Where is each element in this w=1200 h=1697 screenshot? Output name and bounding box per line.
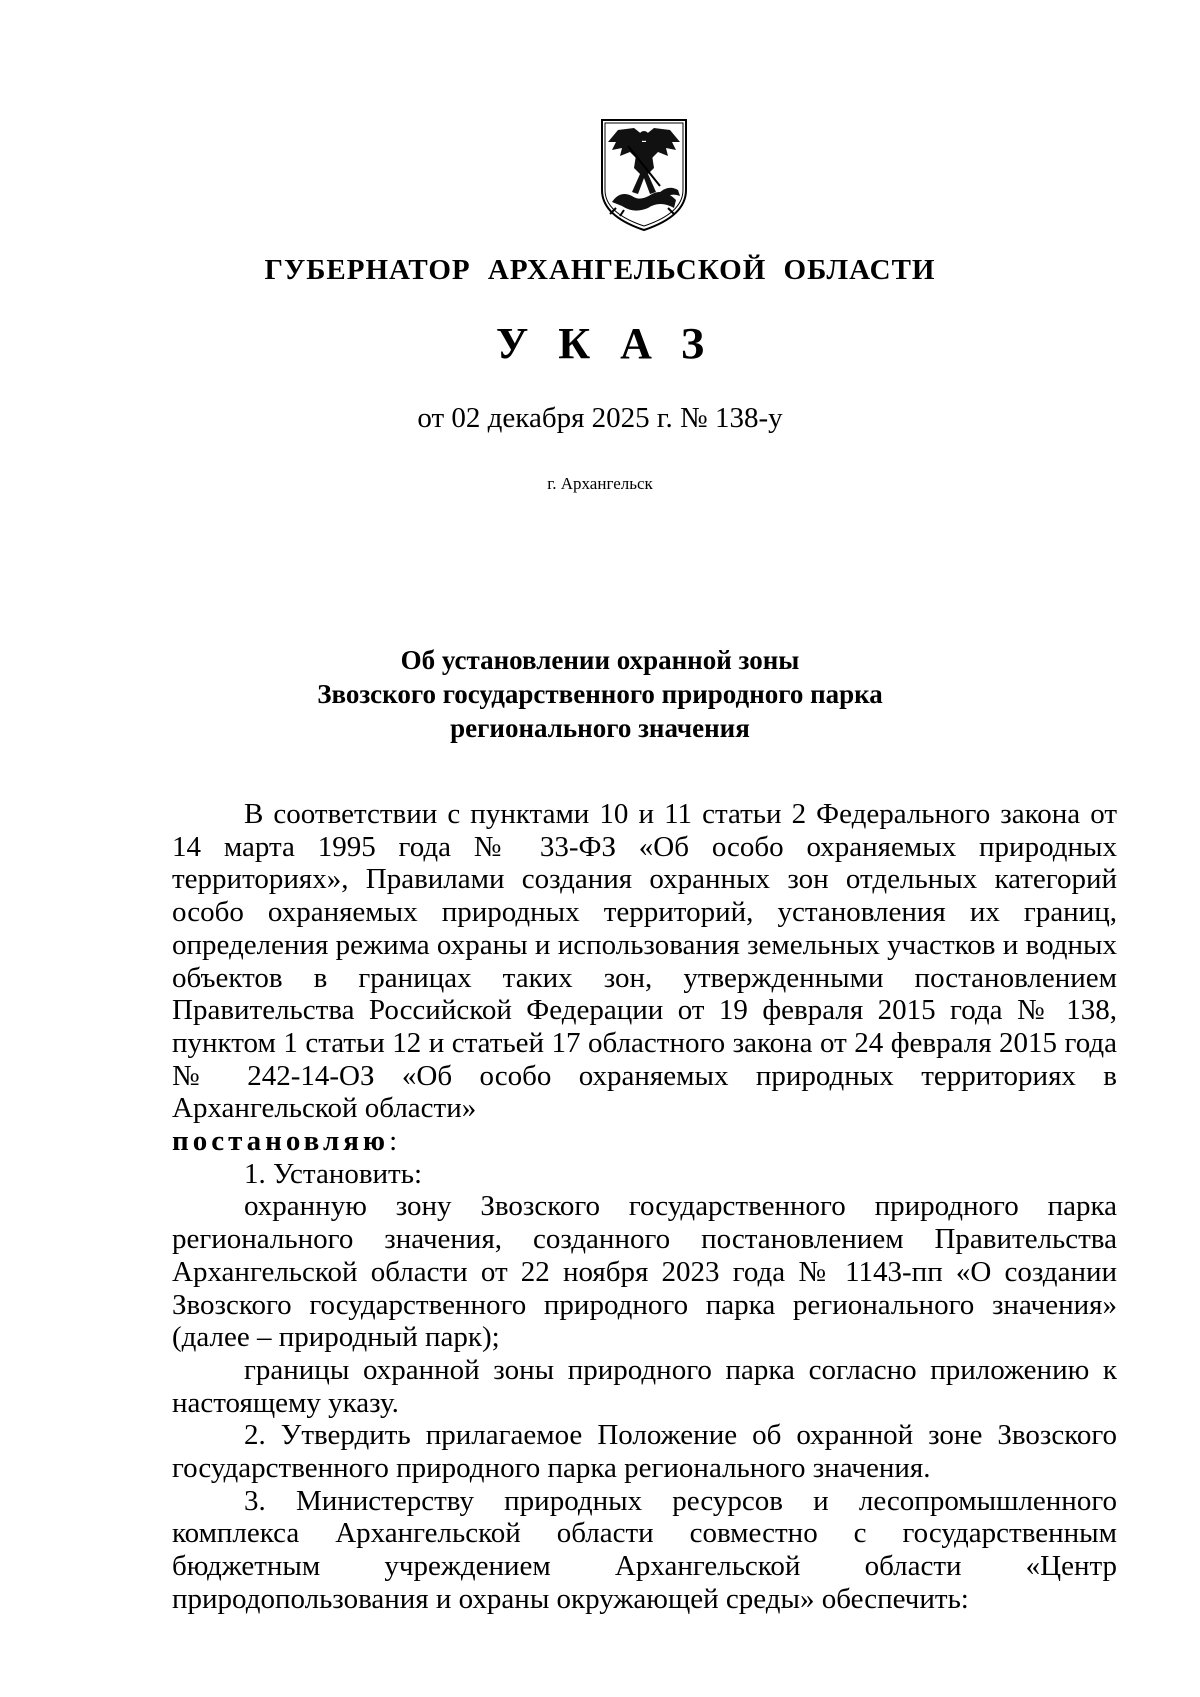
decree-line (172, 1125, 1117, 1158)
document-type: УКАЗ (495, 319, 735, 368)
preamble-paragraph: В соответствии с пунктами 10 и 11 статьи 2 Федерального закона от 14 марта 1995 года № 33-ФЗ «Об особо охраняемых природных территориях», Правилами создания охранных зон отдельных категорий особо охраняемых природных территорий, установления их границ, определения режима охраны и использования земельных участков и водных объектов в границах таких зон, утвержденными постановлением Правительства Российской Федерации от 19 февраля 2015 года № 138, пунктом 1 статьи 12 и статьей 17 областного закона от 24 февраля 2015 года № 242-14-ОЗ «Об особо охраняемых природных территориях в Архангельской области» (172, 798, 1117, 1125)
decree-word: постановляю (172, 1125, 390, 1158)
title-line-3: регионального значения (450, 713, 750, 743)
document-city: г. Архангельск (547, 474, 653, 493)
document-date-number: от 02 декабря 2025 г. № 138-у (417, 402, 783, 434)
title-line-1: Об установлении охранной зоны (400, 645, 800, 675)
arkhangelsk-coat-of-arms-icon (598, 116, 690, 234)
item-1-a: охранную зону Звозского государственного природного парка регионального значения, созданного постановлением Правительства Архангельской области от 22 ноября 2023 года № 1143-пп «О создании Звозского государственного природного парка регионального значения» (далее – природный парк); (172, 1190, 1117, 1354)
item-1: 1. Установить: (244, 1157, 423, 1190)
item-3: 3. Министерству природных ресурсов и лесопромышленного комплекса Архангельской области совместно с государственным бюджетным учреждением Архангельской области «Центр природопользования и охраны окружающей среды» обеспечить: (172, 1484, 1117, 1615)
document-body (172, 798, 1117, 1616)
item-1-b: границы охранной зоны природного парка согласно приложению к настоящему указу. (172, 1353, 1117, 1419)
issuing-authority: ГУБЕРНАТОР АРХАНГЕЛЬСКОЙ ОБЛАСТИ (264, 254, 936, 286)
item-2: 2. Утвердить прилагаемое Положение об охранной зоне Звозского государственного природного парка регионального значения. (172, 1419, 1117, 1485)
title-line-2: Звозского государственного природного парка (317, 679, 883, 709)
document-title (0, 643, 1200, 745)
decree-colon: : (389, 1125, 398, 1158)
